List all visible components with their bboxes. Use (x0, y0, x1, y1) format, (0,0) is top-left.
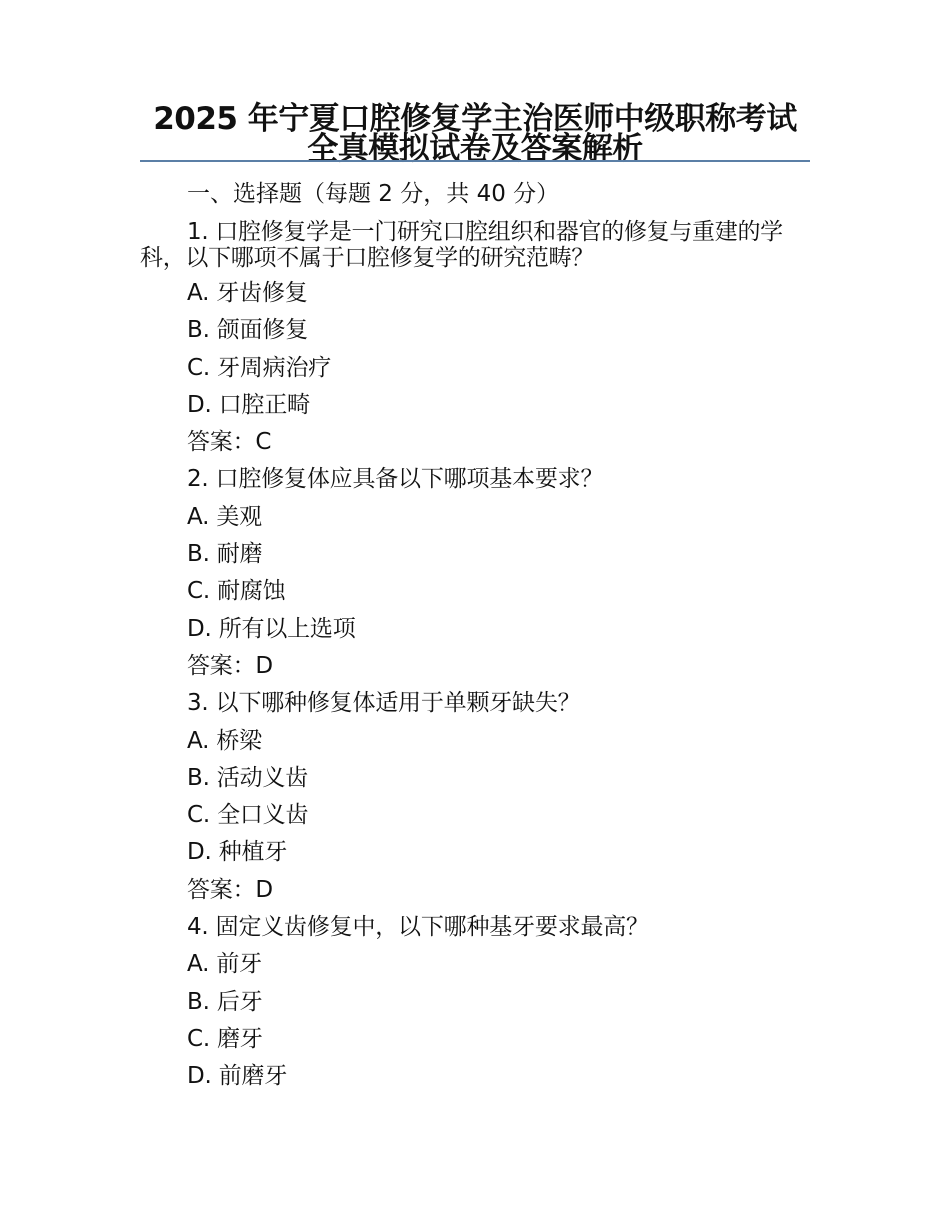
option-3d: D. 种植牙 (187, 839, 288, 866)
question-3-stem: 3. 以下哪种修复体适用于单颗牙缺失？ (187, 690, 581, 717)
option-4c: C. 磨牙 (187, 1025, 263, 1052)
option-1c: C. 牙周病治疗 (187, 354, 332, 381)
option-4b: B. 后牙 (187, 988, 263, 1015)
answer-3: 答案：D (187, 876, 273, 903)
option-2b: B. 耐磨 (187, 541, 263, 568)
option-3c: C. 全口义齿 (187, 802, 309, 829)
option-2d: D. 所有以上选项 (187, 615, 356, 642)
question-2-stem: 2. 口腔修复体应具备以下哪项基本要求？ (187, 466, 604, 493)
document-title: 2025 年宁夏口腔修复学主治医师中级职称考试全真模拟试卷及答案解析 (153, 101, 797, 167)
option-1d: D. 口腔正畸 (187, 391, 310, 418)
option-2a: A. 美观 (187, 503, 262, 530)
option-3a: A. 桥梁 (187, 727, 262, 754)
question-lines-list (187, 279, 649, 1100)
title-underline-divider (140, 160, 810, 162)
answer-1: 答案：C (187, 429, 272, 456)
option-4d: D. 前磨牙 (187, 1063, 288, 1090)
option-3b: B. 活动义齿 (187, 764, 309, 791)
option-4a: A. 前牙 (187, 951, 262, 978)
section-heading: 一、选择题（每题 2 分，共 40 分） (187, 181, 560, 207)
question-1-stem: 1. 口腔修复学是一门研究口腔组织和器官的修复与重建的学科，以下哪项不属于口腔修复学的研究范畴？ (140, 219, 783, 271)
option-1a: A. 牙齿修复 (187, 280, 308, 306)
question-4-stem: 4. 固定义齿修复中，以下哪种基牙要求最高？ (187, 914, 649, 941)
option-2c: C. 耐腐蚀 (187, 578, 286, 605)
option-1b: B. 颌面修复 (187, 317, 309, 344)
answer-2: 答案：D (187, 652, 273, 679)
